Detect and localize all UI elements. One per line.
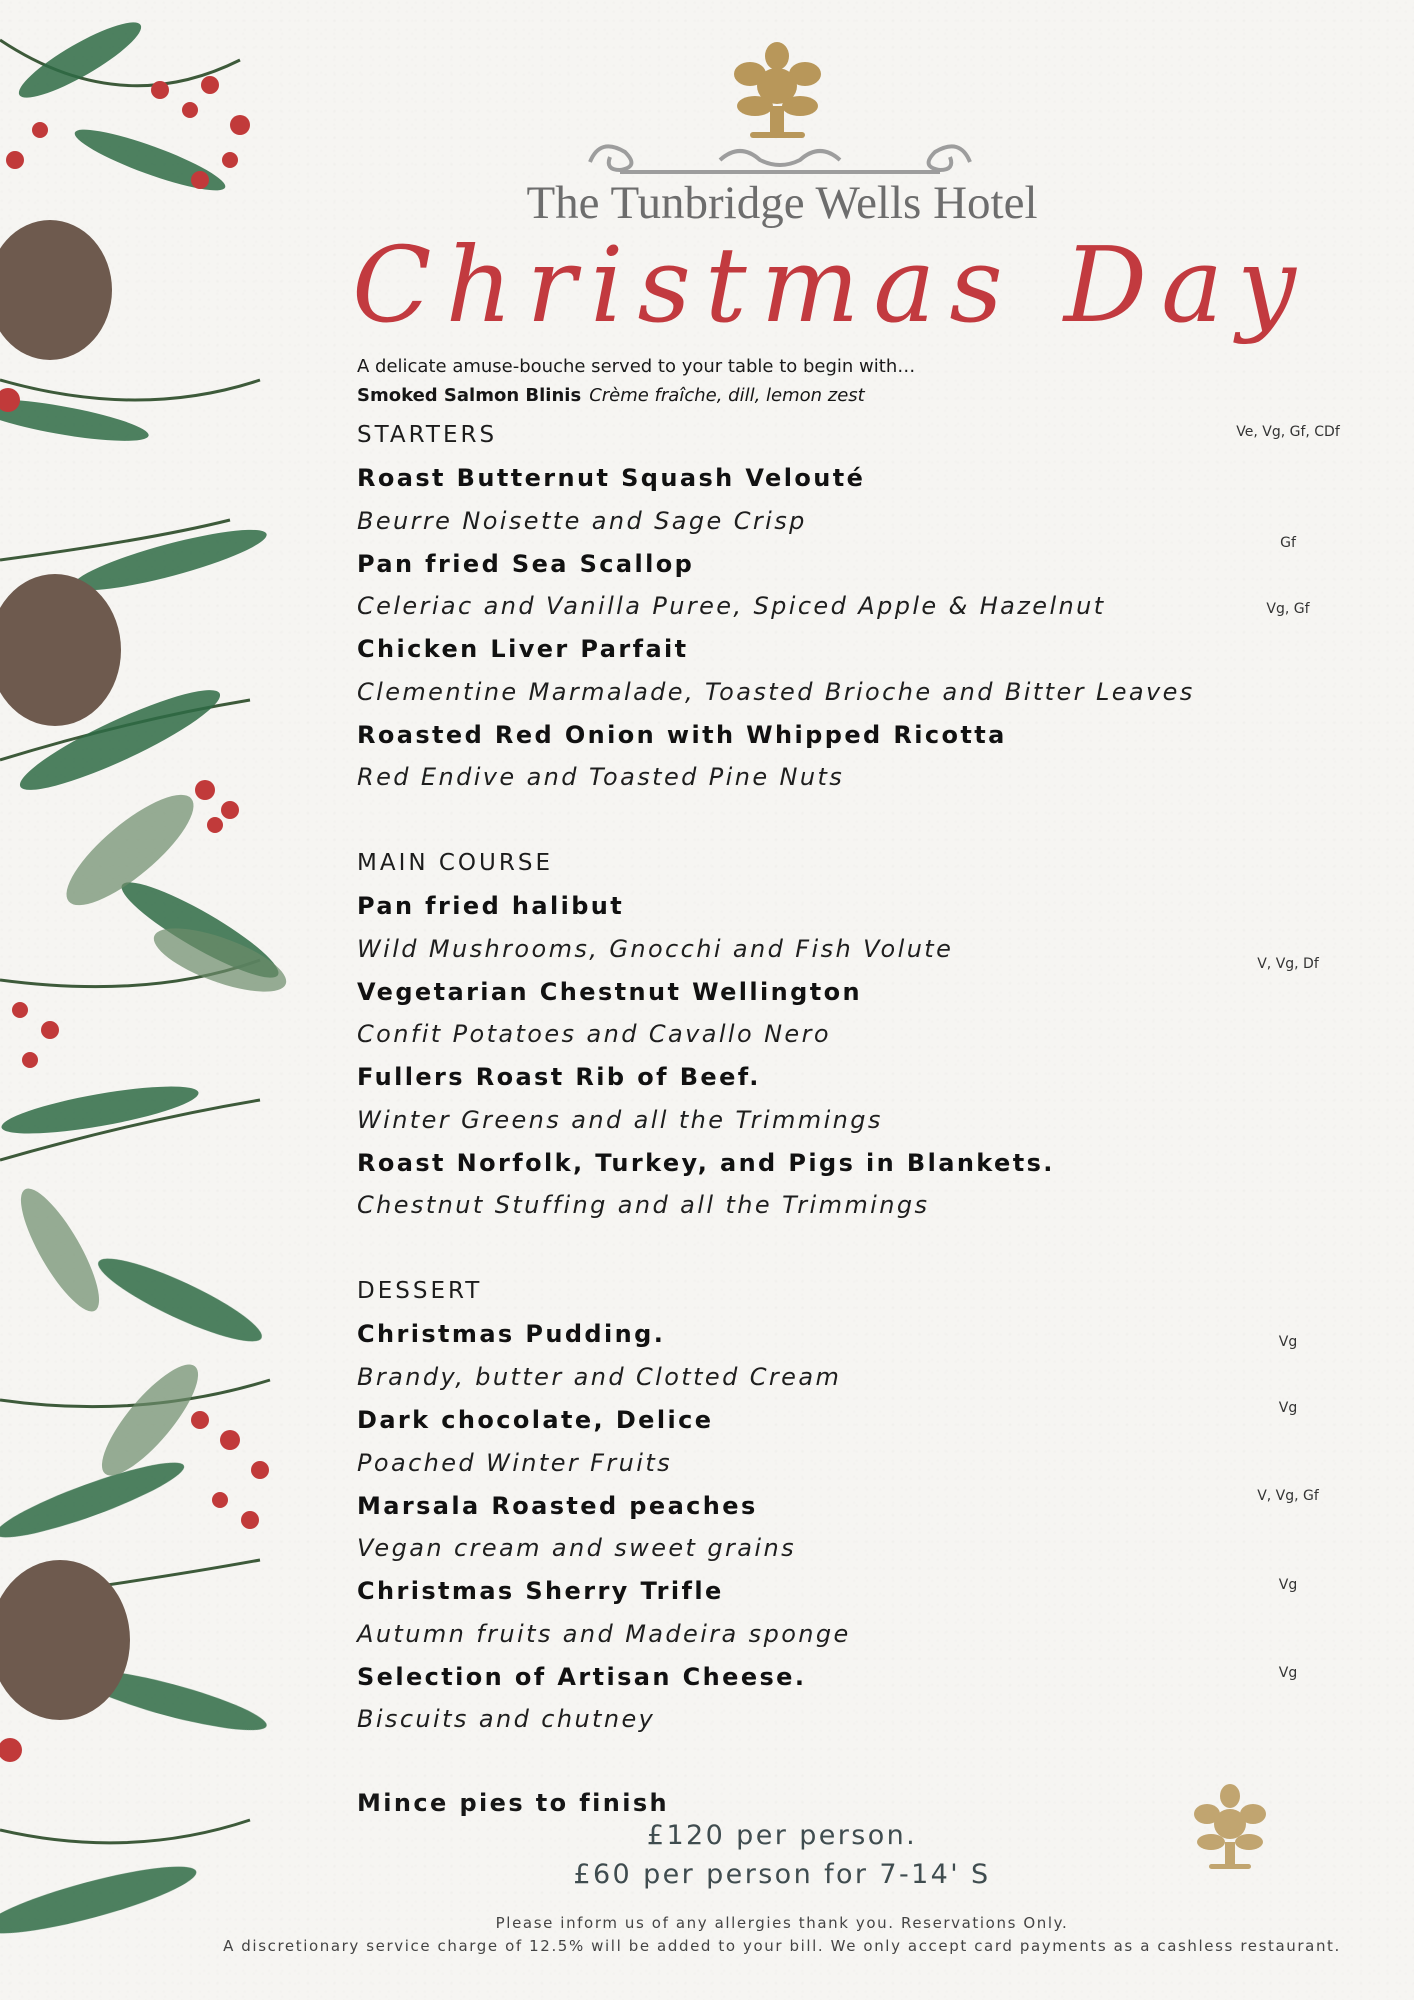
finish-note: Mince pies to finish xyxy=(357,1789,670,1817)
dish-name: Roast Butternut Squash Velouté xyxy=(357,464,866,492)
price-adult: £120 per person. xyxy=(646,1820,918,1851)
diet-label: V, Vg, Gf xyxy=(1257,1488,1319,1504)
dish-description: Confit Potatoes and Cavallo Nero xyxy=(357,1020,831,1048)
dish-name: Pan fried Sea Scallop xyxy=(357,550,695,578)
diet-label: Vg, Gf xyxy=(1266,601,1310,617)
dish-name: Vegetarian Chestnut Wellington xyxy=(357,978,862,1006)
dish-description: Autumn fruits and Madeira sponge xyxy=(357,1620,851,1648)
scroll-flourish-icon xyxy=(580,132,980,182)
dish-description: Winter Greens and all the Trimmings xyxy=(357,1106,883,1134)
diet-label: Vg xyxy=(1278,1334,1298,1350)
amuse-intro: A delicate amuse-bouche served to your table to begin with… xyxy=(357,356,916,377)
diet-label: Gf xyxy=(1280,535,1296,551)
diet-label: Vg xyxy=(1278,1577,1298,1593)
dish-description: Red Endive and Toasted Pine Nuts xyxy=(357,763,845,791)
dish-name: Christmas Pudding. xyxy=(357,1320,666,1348)
hotel-crest-logo xyxy=(1185,1780,1275,1880)
dish-name: Pan fried halibut xyxy=(357,892,625,920)
hotel-crest-logo xyxy=(720,36,835,144)
dish-description: Brandy, butter and Clotted Cream xyxy=(357,1363,842,1391)
dish-description: Wild Mushrooms, Gnocchi and Fish Volute xyxy=(357,935,954,963)
dish-name: Roast Norfolk, Turkey, and Pigs in Blankets. xyxy=(357,1149,1055,1177)
amuse-line xyxy=(357,385,865,406)
dish-name: Fullers Roast Rib of Beef. xyxy=(357,1063,761,1091)
dish-name: Chicken Liver Parfait xyxy=(357,635,689,663)
dish-name: Dark chocolate, Delice xyxy=(357,1406,714,1434)
section-title-dessert: DESSERT xyxy=(357,1278,483,1304)
amuse-name: Smoked Salmon Blinis xyxy=(357,385,582,406)
allergy-notice: Please inform us of any allergies thank you. Reservations Only. xyxy=(495,1914,1069,1932)
amuse-description: Crème fraîche, dill, lemon zest xyxy=(589,385,865,406)
dish-description: Chestnut Stuffing and all the Trimmings xyxy=(357,1191,930,1219)
diet-label: V, Vg, Df xyxy=(1257,956,1319,972)
dish-description: Celeriac and Vanilla Puree, Spiced Apple & Hazelnut xyxy=(357,592,1106,620)
section-title-starters: STARTERS xyxy=(357,422,498,448)
service-charge-notice: A discretionary service charge of 12.5% will be added to your bill. We only accept card payments as a cashless restaurant. xyxy=(223,1937,1341,1955)
dish-name: Marsala Roasted peaches xyxy=(357,1492,758,1520)
diet-label: Vg xyxy=(1278,1665,1298,1681)
dish-description: Biscuits and chutney xyxy=(357,1705,656,1733)
dish-description: Vegan cream and sweet grains xyxy=(357,1534,796,1562)
dish-name: Roasted Red Onion with Whipped Ricotta xyxy=(357,721,1007,749)
dish-name: Christmas Sherry Trifle xyxy=(357,1577,724,1605)
hotel-name: The Tunbridge Wells Hotel xyxy=(526,177,1038,229)
dish-description: Beurre Noisette and Sage Crisp xyxy=(357,507,807,535)
christmas-garland-decoration xyxy=(0,0,310,2000)
dish-description: Poached Winter Fruits xyxy=(357,1449,673,1477)
menu-title: Christmas Day xyxy=(352,224,1310,346)
dish-description: Clementine Marmalade, Toasted Brioche and Bitter Leaves xyxy=(357,678,1195,706)
diet-label: Ve, Vg, Gf, CDf xyxy=(1236,424,1340,440)
diet-label: Vg xyxy=(1278,1400,1298,1416)
dish-name: Selection of Artisan Cheese. xyxy=(357,1663,807,1691)
section-title-main-course: MAIN COURSE xyxy=(357,850,553,876)
price-child: £60 per person for 7-14' S xyxy=(573,1859,991,1890)
